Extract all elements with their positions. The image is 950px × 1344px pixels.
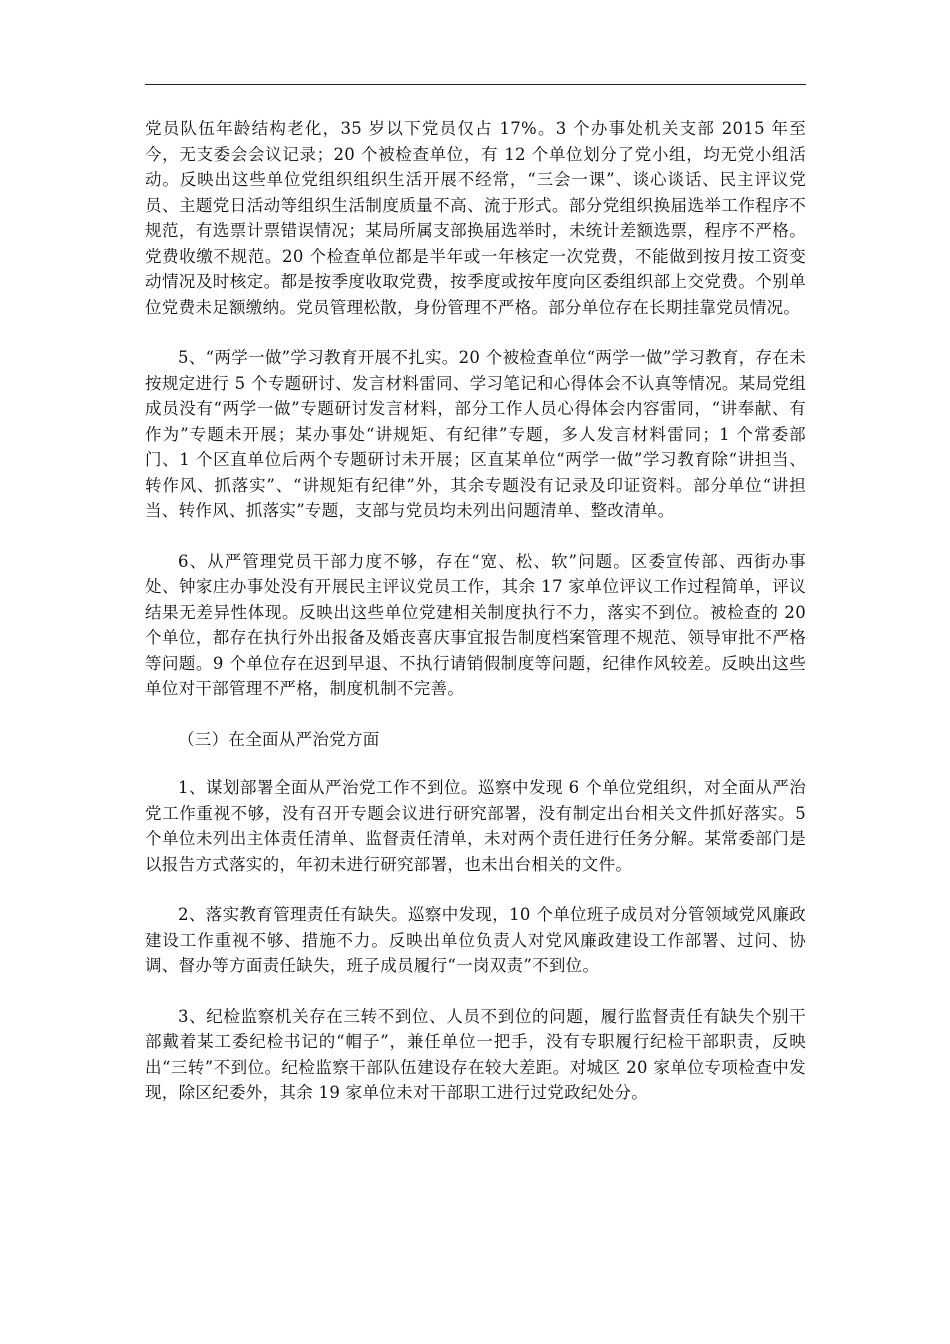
paragraph-strict-management: 6、从严管理党员干部力度不够，存在“宽、松、软”问题。区委宣传部、西街办事处、钟家庄办事处没有开展民主评议党员工作，其余 17 家单位评议工作过程简单，评议结果无差异性体现。反映出这些单位党建相关制度执行不力，落实不到位。被检查的 20 个单位，都存在执行外出报备及婚丧喜庆事宜报告制度档案管理不规范、领导审批不严格等问题。9 个单位存在迟到早退、不执行请销假制度等问题，纪律作风较差。反映出这些单位对干部管理不严格，制度机制不完善。 <box>145 551 806 698</box>
document-body <box>145 116 806 1131</box>
paragraph-discipline-inspection: 3、纪检监察机关存在三转不到位、人员不到位的问题，履行监督责任有缺失个别干部戴着某工委纪检书记的“帽子”，兼任单位一把手，没有专职履行纪检干部职责，反映出“三转”不到位。纪检监察干部队伍建设存在较大差距。对城区 20 家单位专项检查中发现，除区纪委外，其余 19 家单位未对干部职工进行过党政纪处分。 <box>145 1006 806 1102</box>
paragraph-planning-deployment: 1、谋划部署全面从严治党工作不到位。巡察中发现 6 个单位党组织，对全面从严治党工作重视不够，没有召开专题会议进行研究部署，没有制定出台相关文件抓好落实。5 个单位未列出主体责任清单、监督责任清单，未对两个责任进行任务分解。某常委部门是以报告方式落实的，年初未进行研究部署，也未出台相关的文件。 <box>145 778 806 874</box>
paragraph-party-member-structure: 党员队伍年龄结构老化，35 岁以下党员仅占 17%。3 个办事处机关支部 2015 年至今，无支委会会议记录；20 个被检查单位，有 12 个单位划分了党小组，均无党小组活动。反映出这些单位党组织组织生活开展不经常，“三会一课”、谈心谈话、民主评议党员、主题党日活动等组织生活制度质量不高、流于形式。部分党组织换届选举工作程序不规范，有选票计票错误情况；某局所属支部换届选举时，未统计差额选票，程序不严格。党费收缴不规范。20 个检查单位都是半年或一年核定一次党费，不能做到按月按工资变动情况及时核定。都是按季度收取党费，按季度或按年度向区委组织部上交党费。个别单位党费未足额缴纳。党员管理松散，身份管理不严格。部分单位存在长期挂靠党员情况。 <box>145 119 806 317</box>
section-heading: （三）在全面从严治党方面 <box>178 729 380 749</box>
header-rule <box>145 84 806 85</box>
paragraph-education-management: 2、落实教育管理责任有缺失。巡察中发现，10 个单位班子成员对分管领域党风廉政建设工作重视不够、措施不力。反映出单位负责人对党风廉政建设工作部署、过问、协调、督办等方面责任缺失，班子成员履行“一岗双责”不到位。 <box>145 905 806 975</box>
paragraph-two-studies-one-action: 5、“两学一做”学习教育开展不扎实。20 个被检查单位“两学一做”学习教育，存在未按规定进行 5 个专题研讨、发言材料雷同、学习笔记和心得体会不认真等情况。某局党组成员没有“两学一做”专题研讨发言材料，部分工作人员心得体会内容雷同，“讲奉献、有作为”专题未开展；某办事处“讲规矩、有纪律”专题，多人发言材料雷同；1 个常委部门、1 个区直单位后两个专题研讨未开展；区直某单位“两学一做”学习教育除“讲担当、转作风、抓落实”、“讲规矩有纪律”外，其余专题没有记录及印证资料。部分单位“讲担当、转作风、抓落实”专题，支部与党员均未列出问题清单、整改清单。 <box>145 348 806 520</box>
